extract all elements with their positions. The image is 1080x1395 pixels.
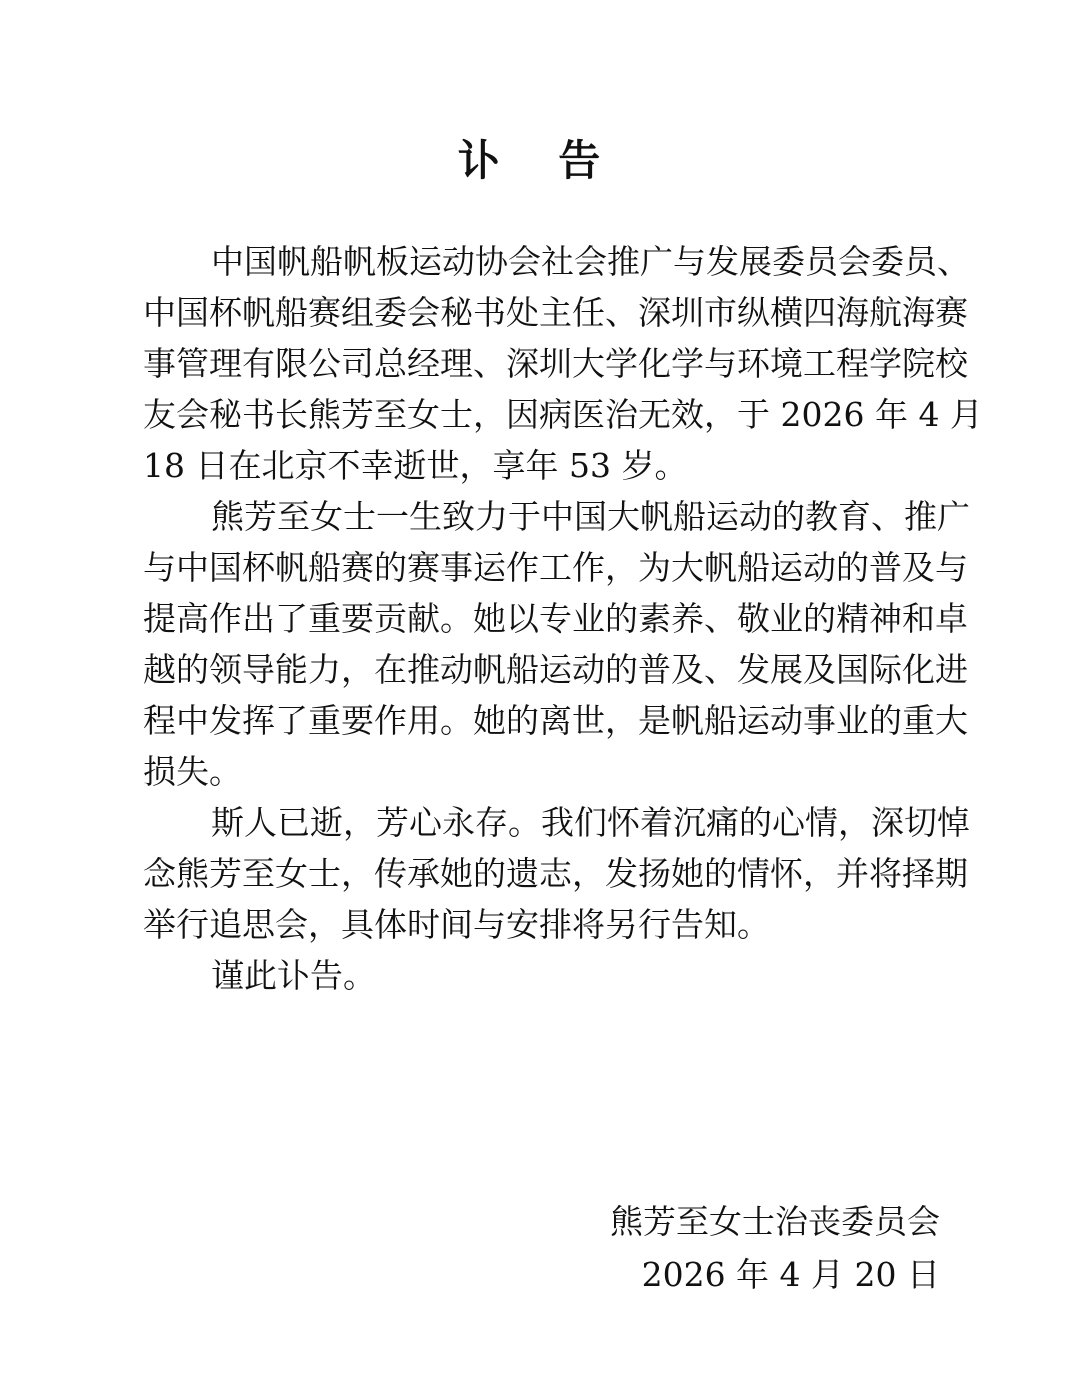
signature-organization: 熊芳至女士治丧委员会 [610,1202,940,1241]
text-line: 与中国杯帆船赛的赛事运作工作，为大帆船运动的普及与 [143,548,968,587]
text-line: 程中发挥了重要作用。她的离世，是帆船运动事业的重大 [143,701,968,740]
text-line: 斯人已逝，芳心永存。我们怀着沉痛的心情，深切悼 [211,803,970,842]
paragraph-2 [143,491,970,797]
text-line: 事管理有限公司总经理、深圳大学化学与环境工程学院校 [143,344,968,383]
text-line: 举行追思会，具体时间与安排将另行告知。 [143,905,770,944]
text-line: 中国杯帆船赛组委会秘书处主任、深圳市纵横四海航海赛 [143,293,968,332]
text-line: 念熊芳至女士，传承她的遗志，发扬她的情怀，并将择期 [143,854,968,893]
paragraph-3 [143,797,970,950]
signature-date: 2026 年 4 月 20 日 [641,1255,940,1294]
paragraph-4 [143,950,943,1001]
text-line: 谨此讣告。 [211,956,376,995]
text-line: 中国帆船帆板运动协会社会推广与发展委员会委员、 [211,242,970,281]
document-body [143,236,983,1001]
text-line: 提高作出了重要贡献。她以专业的素养、敬业的精神和卓 [143,599,968,638]
text-line: 损失。 [143,752,242,791]
text-line: 友会秘书长熊芳至女士，因病医治无效，于 2026 年 4 月 [143,395,983,434]
text-line: 18 日在北京不幸逝世，享年 53 岁。 [143,446,688,485]
paragraph-1 [143,236,983,491]
text-line: 熊芳至女士一生致力于中国大帆船运动的教育、推广 [211,497,970,536]
text-line: 越的领导能力，在推动帆船运动的普及、发展及国际化进 [143,650,968,689]
document-title: 讣 告 [457,136,623,185]
